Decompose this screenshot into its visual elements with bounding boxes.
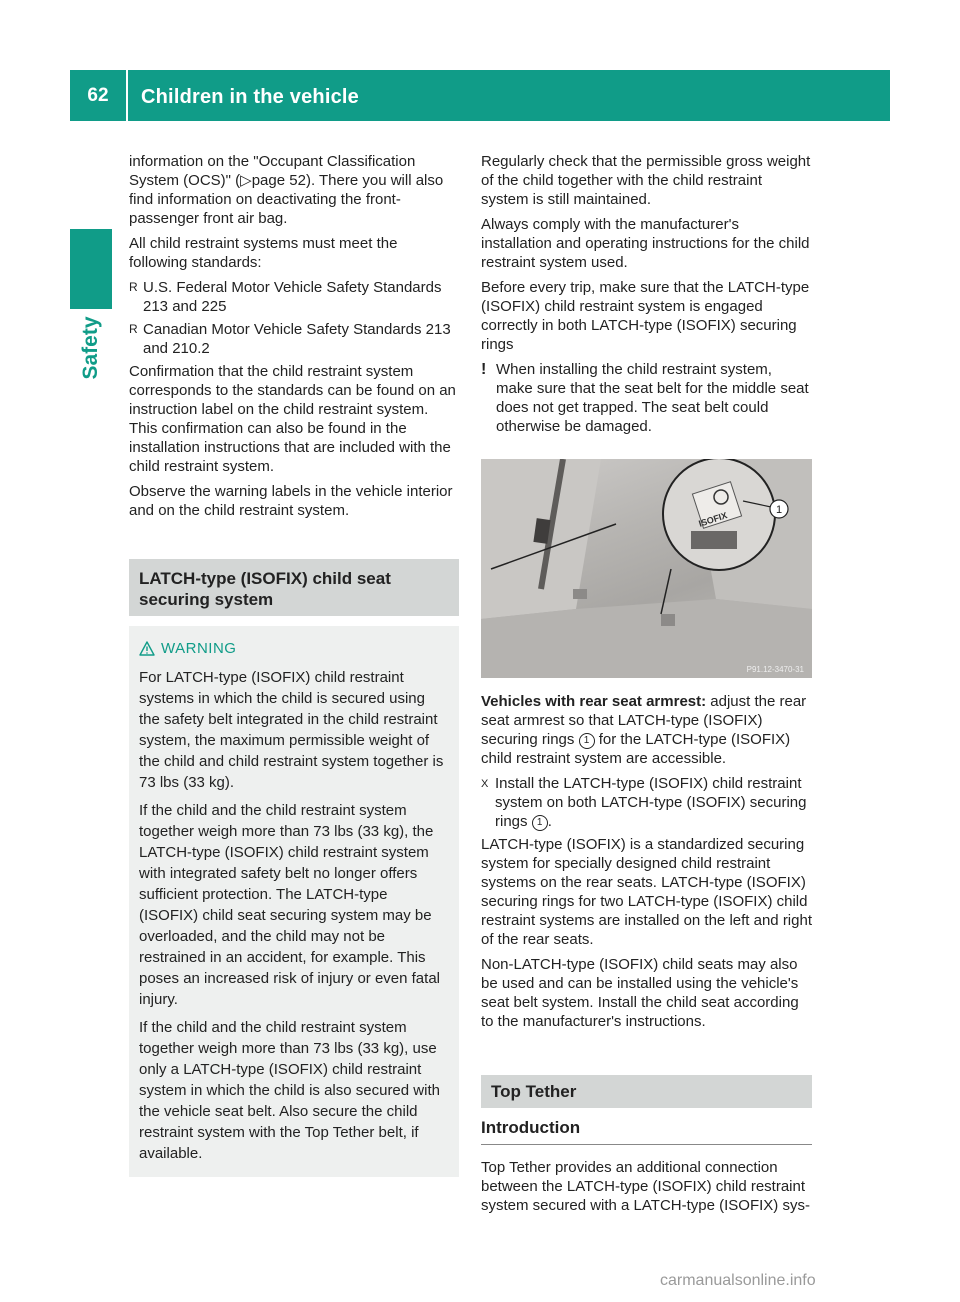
intro-text: information on the "Occupant Classification System (OCS)" (: [129, 153, 416, 189]
section-label: Safety: [79, 316, 102, 380]
manufacturer-paragraph: Always comply with the manufacturer's installation and operating instructions for the child restraint system used.: [481, 216, 810, 271]
isofix-illustration: [481, 459, 812, 678]
isofix-photo: [481, 459, 812, 678]
bullet-marker: R: [129, 280, 138, 294]
caution-note: [481, 360, 812, 436]
standards-intro: All child restraint systems must meet the following standards:: [129, 235, 398, 271]
bullet-text: U.S. Federal Motor Vehicle Safety Standards 213 and 225: [143, 279, 442, 315]
right-column: [481, 152, 812, 1221]
subheading-introduction: Introduction: [481, 1118, 812, 1145]
isofix-label-text: ISOFIX: [697, 510, 729, 529]
step-end: .: [547, 813, 552, 830]
step-arrow-icon: X: [481, 778, 489, 790]
bullet-text: Canadian Motor Vehicle Safety Standards 213 and 210.2: [143, 321, 451, 357]
caution-text: When installing the child restraint system, make sure that the seat belt for the middle seat does not get trapped. The seat belt could otherwise be damaged.: [496, 361, 809, 435]
header-divider: [126, 70, 128, 121]
warning-header: [139, 638, 449, 659]
list-item: [129, 278, 459, 316]
warning-label: WARNING: [161, 640, 237, 657]
before-trip-paragraph: Before every trip, make sure that the LATCH-type (ISOFIX) child restraint system is engaged correctly in both LATCH-type (ISOFIX) securing rings: [481, 279, 810, 353]
list-item: [129, 320, 459, 358]
warning-triangle-icon: [139, 641, 155, 656]
warning-paragraph: If the child and the child restraint system together weigh more than 73 lbs (33 kg), use only a LATCH-type (ISOFIX) child restraint system in which the child is also secured with the vehicle seat belt. Also secure the child restraint system with the Top Tether belt, if available.: [139, 1019, 440, 1162]
gross-weight-paragraph: Regularly check that the permissible gross weight of the child together with the child restraint system is still maintained.: [481, 153, 811, 208]
armrest-text: adjust the rear seat armrest so that LATCH-type (ISOFIX) securing rings: [481, 693, 807, 748]
photo-code: P91.12-3470-31: [746, 665, 804, 674]
warning-paragraph: If the child and the child restraint system together weigh more than 73 lbs (33 kg), the LATCH-type (ISOFIX) child restraint system with integrated safety belt no longer offers sufficient protection. The LATCH-type (ISOFIX) child seat securing system may be overloaded, and the child may not be restrained in an accident, for example. This poses an increased risk of injury or even fatal injury.: [139, 802, 440, 1008]
chapter-title: Children in the vehicle: [141, 86, 359, 108]
armrest-rest: for the LATCH-type (ISOFIX) child restraint system are accessible.: [481, 731, 791, 767]
intro-paragraph: [129, 152, 459, 228]
photo-callout-number: 1: [775, 504, 783, 516]
bullet-marker: R: [129, 322, 138, 336]
top-tether-paragraph: Top Tether provides an additional connection between the LATCH-type (ISOFIX) child restraint system secured with a LATCH-type (ISOFIX) sys-: [481, 1159, 810, 1214]
latch-standard-paragraph: LATCH-type (ISOFIX) is a standardized securing system for specially designed child restraint systems on the rear seats. LATCH-type (ISOFIX) securing rings for two LATCH-type (ISOFIX) child restraint systems are installed on the left and right of the rear seats.: [481, 836, 812, 948]
watermark: carmanualsonline.info: [660, 1272, 816, 1289]
left-column: [129, 152, 459, 1177]
non-latch-paragraph: Non-LATCH-type (ISOFIX) child seats may also be used and can be installed using the vehicle's seat belt system. Install the child seat according to the manufacturer's instructions.: [481, 956, 799, 1030]
caution-exclamation-icon: !: [481, 361, 487, 378]
install-step: [481, 774, 812, 831]
intro-text-rest: ). There you will also find information on deactivating the front-passenger front air bag.: [129, 172, 444, 227]
page-ref-link[interactable]: page 52: [251, 172, 306, 189]
section-heading-top-tether: Top Tether: [481, 1075, 812, 1108]
section-heading-latch: LATCH-type (ISOFIX) child seat securing system: [129, 559, 459, 616]
page-number: 62: [87, 84, 109, 106]
warning-box: [129, 626, 459, 1177]
armrest-paragraph: [481, 692, 812, 768]
ref-callout-1: 1: [532, 815, 548, 831]
warning-paragraph: For LATCH-type (ISOFIX) child restraint systems in which the child is secured using the safety belt integrated in the child restraint system, the maximum permissible weight of the child and child restraint system together is 73 lbs (33 kg).: [139, 669, 444, 791]
warning-labels-paragraph: Observe the warning labels in the vehicle interior and on the child restraint system.: [129, 483, 453, 519]
section-tab-marker: [70, 229, 112, 309]
ref-callout-1: 1: [579, 733, 595, 749]
armrest-bold: Vehicles with rear seat armrest:: [481, 693, 707, 710]
confirmation-paragraph: Confirmation that the child restraint system corresponds to the standards can be found on an instruction label on the child restraint system. This confirmation can also be found in the installation instructions that are included with the child restraint system.: [129, 363, 456, 475]
page-ref-arrow-icon: ▷: [240, 172, 252, 189]
step-text: Install the LATCH-type (ISOFIX) child restraint system on both LATCH-type (ISOFIX) securing rings: [495, 775, 807, 830]
